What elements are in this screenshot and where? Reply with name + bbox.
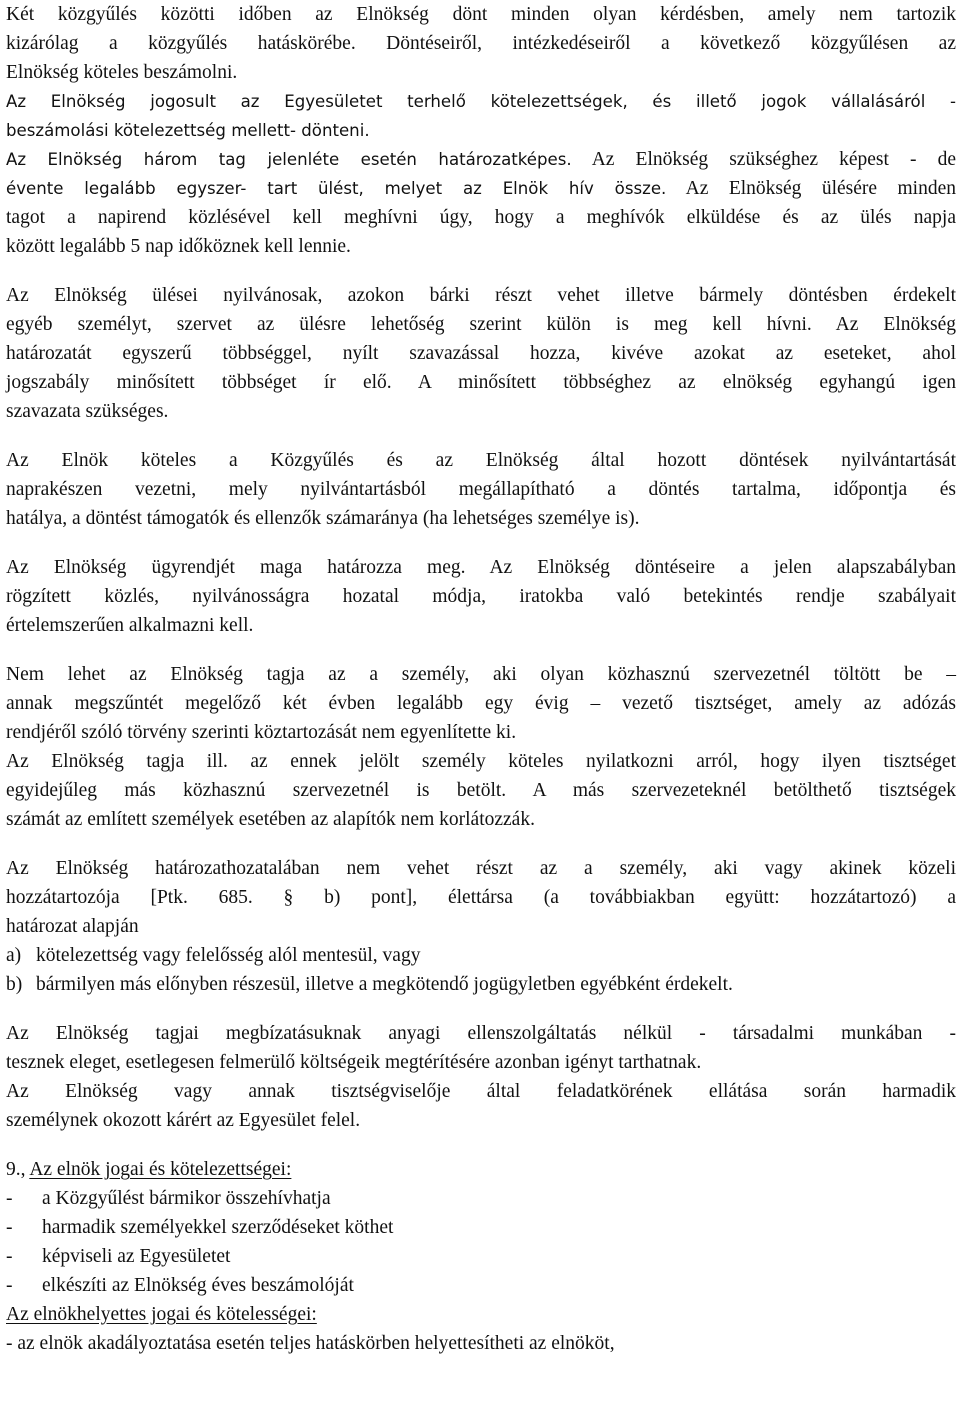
text-line: Az Elnökség tagja ill. az ennek jelölt személy köteles nyilatkozni arról, hogy ilyen tisztséget (6, 751, 956, 772)
text-line: - az elnök akadályoztatása esetén teljes hatáskörben helyettesítheti az elnököt, (6, 1333, 615, 1354)
list-item (6, 1271, 956, 1300)
text-line: jogszabály minősített többséget ír elő. A minősített többséghez az elnökség egyhangú igen (6, 372, 956, 393)
text-line: Az Elnökség vagy annak tisztségviselője által feladatkörének ellátása során harmadik (6, 1081, 956, 1102)
paragraph-nyilvantartas (6, 446, 956, 533)
text-line: Nem lehet az Elnökség tagja az a személy, aki olyan közhasznú szervezetnél töltött be – (6, 664, 956, 685)
text-line: határozat alapján (6, 916, 139, 937)
text-segment: évente legalább egyszer- tart ülést, melyet az Elnök hív össze. (6, 179, 667, 198)
text-line: tesznek eleget, esetlegesen felmerülő költségeik megtérítésére azonban igényt tarthatnak. (6, 1052, 702, 1073)
paragraph-elnokseg-jogosult (6, 87, 956, 261)
paragraph-elnokseg-hataskor (6, 0, 956, 87)
text-line: kizárólag a közgyűlés hatáskörébe. Döntéseiről, intézkedéseiről a következő közgyűlésen az (6, 33, 956, 54)
list-item-text: harmadik személyekkel szerződéseket köthet (42, 1217, 394, 1238)
list-bullet: - (6, 1217, 13, 1238)
text-line: számát az említett személyek esetében az alapítók nem korlátozzák. (6, 809, 535, 830)
document-page (6, 0, 956, 1358)
list-item-text: képviseli az Egyesületet (42, 1246, 231, 1267)
text-line: Az Elnökség ügyrendjét maga határozza meg. Az Elnökség döntéseire a jelen alapszabályban (6, 557, 956, 578)
text-line: rendjéről szóló törvény szerinti köztartozását nem egyenlítette ki. (6, 722, 517, 743)
list-item-text: bármilyen más előnyben részesül, illetve a megkötendő jogügyletben egyébként érdekelt. (36, 974, 733, 995)
text-line: naprakészen vezetni, mely nyilvántartásból megállapítható a döntés tartalma, időpontja és (6, 479, 956, 500)
text-segment: Az Elnökség ülésére minden (666, 178, 956, 199)
list-bullet: - (6, 1188, 13, 1209)
paragraph-ulesek-nyilvanosak (6, 281, 956, 426)
text-line: Az Elnökség tagjai megbízatásuknak anyagi ellenszolgáltatás nélkül - társadalmi munkában - (6, 1023, 956, 1044)
text-line (6, 174, 956, 203)
list-item-text: a Közgyűlést bármikor összehívhatja (42, 1188, 331, 1209)
text-segment: Az Elnökség szükséghez képest - de (571, 149, 956, 170)
text-line: beszámolási kötelezettség mellett- dönteni. (6, 121, 370, 140)
text-line: annak megszűntét megelőző két évben legalább egy évig – vezető tisztséget, amely az adózás (6, 693, 956, 714)
paragraph-megbizatas (6, 1019, 956, 1135)
list-item (6, 941, 956, 970)
text-line: egyidejűleg más közhasznú szervezetnél is betölt. A más szervezeteknél betölthető tisztségek (6, 780, 956, 801)
list-letter: b) (6, 974, 23, 995)
text-segment: Az Elnökség három tag jelenléte esetén határozatképes. (6, 150, 572, 169)
paragraph-ugyrend (6, 553, 956, 640)
list-letter: a) (6, 945, 22, 966)
text-line: személynek okozott kárért az Egyesület felel. (6, 1110, 361, 1131)
paragraph-osszeferhetetlenseg (6, 660, 956, 834)
text-line: tagot a napirend közlésével kell meghívni úgy, hogy a meghívók elküldése és az ülés napja (6, 207, 956, 228)
list-bullet: - (6, 1275, 13, 1296)
section-number: 9., (6, 1159, 26, 1180)
text-line: Az Elnökség ülései nyilvánosak, azokon bárki részt vehet illetve bármely döntésben érdekelt (6, 285, 956, 306)
text-line: hozzátartozója [Ptk. 685. § b) pont], élettársa (a továbbiakban együtt: hozzátartozó) a (6, 887, 956, 908)
list-item (6, 1184, 956, 1213)
text-line: szavazata szükséges. (6, 401, 169, 422)
text-line: egyéb személyt, szervet az ülésre lehetőség szerint külön is meg kell hívni. Az Elnökség (6, 314, 956, 335)
text-line: Az Elnök köteles a Közgyűlés és az Elnökség által hozott döntések nyilvántartását (6, 450, 956, 471)
text-line: Két közgyűlés közötti időben az Elnökség dönt minden olyan kérdésben, amely nem tartozik (6, 4, 956, 25)
section-heading (6, 1155, 956, 1184)
subsection-title: Az elnökhelyettes jogai és kötelességei: (6, 1304, 317, 1325)
section-elnok-jogai (6, 1155, 956, 1358)
list-item (6, 1242, 956, 1271)
list-item (6, 970, 956, 999)
text-line: értelemszerűen alkalmazni kell. (6, 615, 254, 636)
text-line: hatálya, a döntést támogatók és ellenzők számaránya (ha lehetséges személye is). (6, 508, 640, 529)
paragraph-hatarozathozatal (6, 854, 956, 999)
list-item (6, 1213, 956, 1242)
list-item-text: elkészíti az Elnökség éves beszámolóját (42, 1275, 354, 1296)
text-line: Az Elnökség határozathozatalában nem vehet részt az a személy, aki vagy akinek közeli (6, 858, 956, 879)
section-title: Az elnök jogai és kötelezettségei: (29, 1159, 292, 1180)
text-line: Elnökség köteles beszámolni. (6, 62, 238, 83)
text-line: határozatát egyszerű többséggel, nyílt szavazással hozza, kivéve azokat az eseteket, ahol (6, 343, 956, 364)
text-line: között legalább 5 nap időköznek kell lennie. (6, 236, 351, 257)
text-line: rögzített közlés, nyilvánosságra hozatal módja, iratokba való betekintés rendje szabályait (6, 586, 956, 607)
text-line: Az Elnökség jogosult az Egyesületet terhelő kötelezettségek, és illető jogok vállalásáról - (6, 92, 956, 111)
subsection-heading (6, 1300, 956, 1329)
list-bullet: - (6, 1246, 13, 1267)
list-item-text: kötelezettség vagy felelősség alól mentesül, vagy (36, 945, 421, 966)
text-line (6, 145, 956, 174)
